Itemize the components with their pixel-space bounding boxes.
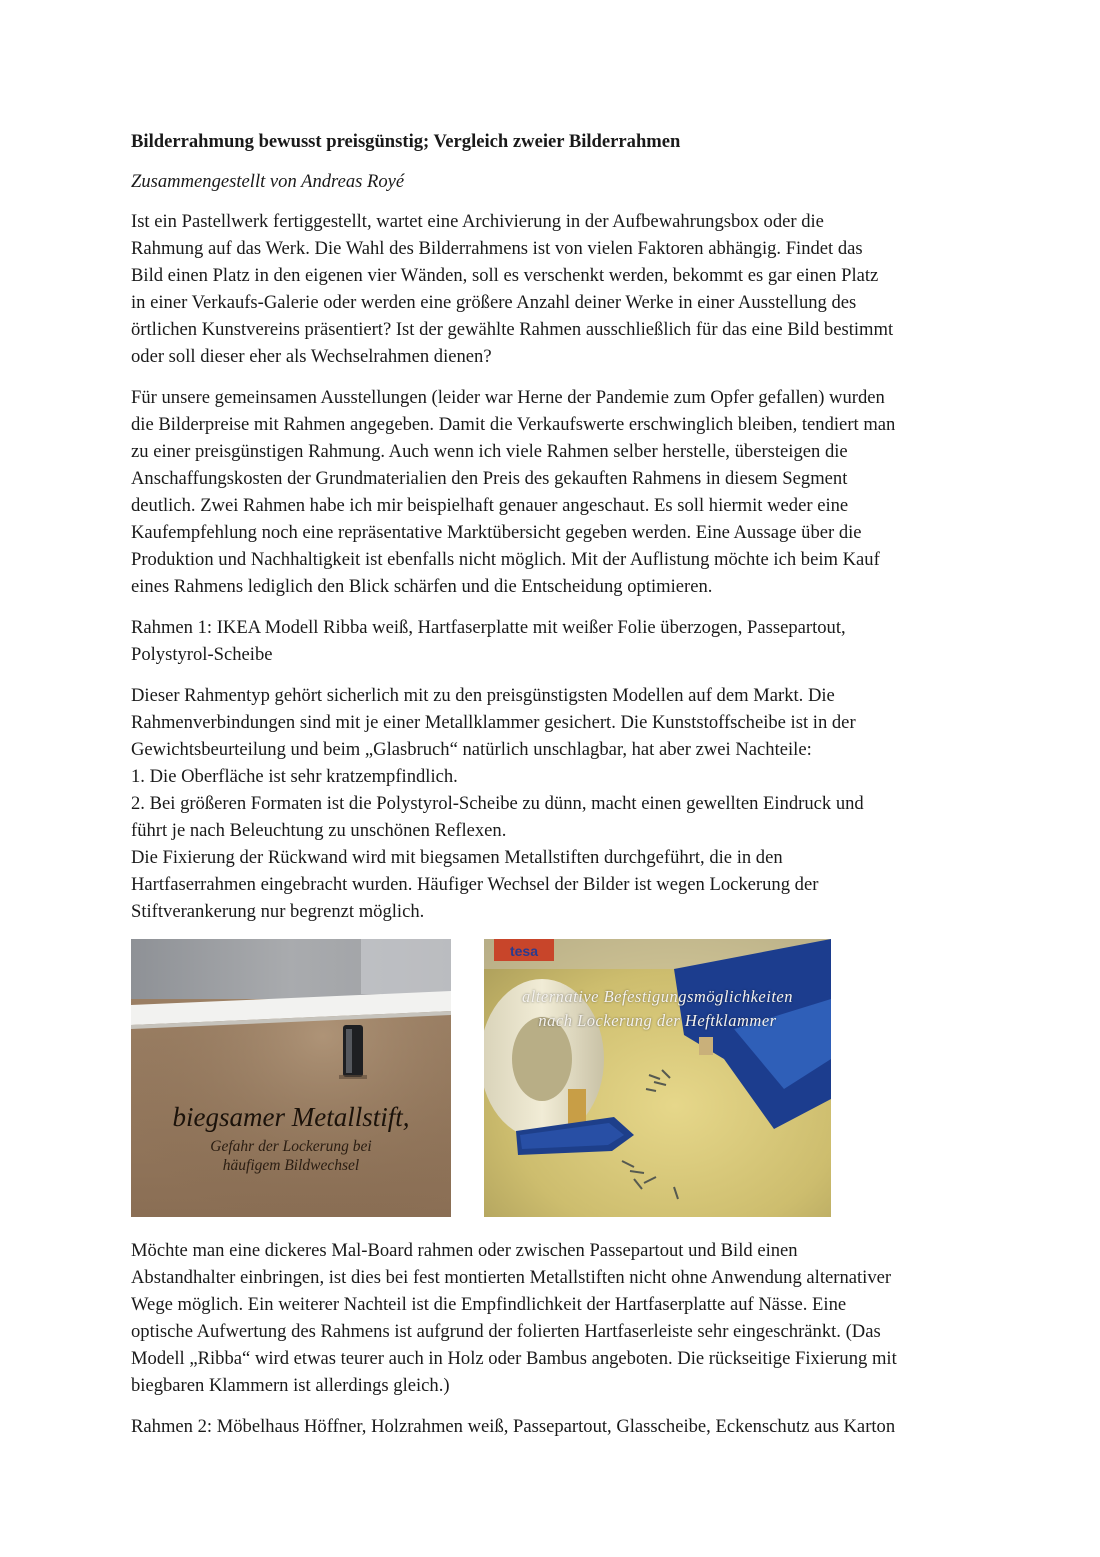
text-line: Ist ein Pastellwerk fertiggestellt, wartet eine Archivierung in der Aufbewahrungsbox oder die <box>131 211 824 232</box>
paragraph-frame-1-heading <box>131 614 976 668</box>
paragraph-exhibitions <box>131 384 976 600</box>
text-line: Kaufempfehlung noch eine repräsentative Marktübersicht gegeben werden. Eine Aussage über die <box>131 522 862 543</box>
text-line: zu einer preisgünstigen Rahmung. Auch wenn ich viele Rahmen selber herstelle, übersteigen die <box>131 441 848 462</box>
photo-row <box>131 939 976 1217</box>
list-item: 1. Die Oberfläche ist sehr kratzempfindlich. <box>131 766 458 787</box>
text-line: optische Aufwertung des Rahmens ist aufgrund der folierten Hartfaserleiste sehr eingeschränkt. (Das <box>131 1321 881 1342</box>
text-line: Möchte man eine dickeres Mal-Board rahmen oder zwischen Passepartout und Bild einen <box>131 1240 798 1261</box>
tape-label: tesa <box>509 943 539 959</box>
text-line: Dieser Rahmentyp gehört sicherlich mit zu den preisgünstigsten Modellen auf dem Markt. Die <box>131 685 835 706</box>
text-line: Polystyrol-Scheibe <box>131 644 273 665</box>
photo-caption-line: nach Lockerung der Heftklammer <box>538 1011 777 1030</box>
text-line: führt je nach Beleuchtung zu unschönen Reflexen. <box>131 820 507 841</box>
text-line: Produktion und Nachhaltigkeit ist ebenfalls nicht möglich. Mit der Auflistung möchte ich beim Kauf <box>131 549 880 570</box>
text-line: deutlich. Zwei Rahmen habe ich mir beispielhaft genauer angeschaut. Es soll hiermit weder eine <box>131 495 849 516</box>
text-line: Abstandhalter einbringen, ist dies bei fest montierten Metallstiften nicht ohne Anwendung alternativer <box>131 1267 892 1288</box>
paragraph-intro <box>131 208 976 370</box>
list-item: 2. Bei größeren Formaten ist die Polystyrol-Scheibe zu dünn, macht einen gewellten Eindruck und <box>131 793 864 814</box>
text-line: Modell „Ribba“ wird etwas teurer auch in Holz oder Bambus angeboten. Die rückseitige Fixierung mit <box>131 1348 897 1369</box>
document-body <box>131 128 976 1454</box>
text-line: Rahmen 1: IKEA Modell Ribba weiß, Hartfaserplatte mit weißer Folie überzogen, Passepartout, <box>131 617 846 638</box>
document-author: Zusammengestellt von Andreas Royé <box>131 171 405 192</box>
photo-caption-sub: Gefahr der Lockerung bei <box>210 1138 372 1155</box>
text-line: örtlichen Kunstvereins präsentiert? Ist der gewählte Rahmen ausschließlich für das eine Bild bestimmt <box>131 319 894 340</box>
text-line: Anschaffungskosten der Grundmaterialien den Preis des gekauften Rahmens in diesem Segment <box>131 468 848 489</box>
photo-tools-image <box>484 939 831 1217</box>
photo-caption-sub: häufigem Bildwechsel <box>222 1157 360 1174</box>
photo-tools <box>484 939 831 1217</box>
photo-metal-pin-image <box>131 939 451 1217</box>
text-line: Gewichtsbeurteilung und beim „Glasbruch“ natürlich unschlagbar, hat aber zwei Nachteile: <box>131 739 812 760</box>
paragraph-frame-2-heading <box>131 1413 976 1440</box>
paragraph-frame-1-drawbacks <box>131 1237 976 1399</box>
photo-metal-pin <box>131 939 451 1217</box>
text-line: Rahmung auf das Werk. Die Wahl des Bilderrahmens ist von vielen Faktoren abhängig. Findet das <box>131 238 863 259</box>
text-line: Für unsere gemeinsamen Ausstellungen (leider war Herne der Pandemie zum Opfer gefallen) wurden <box>131 387 885 408</box>
photo-caption-line: alternative Befestigungsmöglichkeiten <box>522 987 793 1006</box>
document-title: Bilderrahmung bewusst preisgünstig; Vergleich zweier Bilderrahmen <box>131 131 681 152</box>
text-line: oder soll dieser eher als Wechselrahmen dienen? <box>131 346 492 367</box>
paragraph-frame-1-description <box>131 682 976 925</box>
text-line: Die Fixierung der Rückwand wird mit biegsamen Metallstiften durchgeführt, die in den <box>131 847 783 868</box>
text-line: die Bilderpreise mit Rahmen angegeben. Damit die Verkaufswerte erschwinglich bleiben, tendiert man <box>131 414 896 435</box>
text-line: eines Rahmens lediglich den Blick schärfen und die Entscheidung optimieren. <box>131 576 713 597</box>
text-line: biegbaren Klammern ist allerdings gleich.) <box>131 1375 450 1396</box>
text-line: Rahmenverbindungen sind mit je einer Metallklammer gesichert. Die Kunststoffscheibe ist in der <box>131 712 856 733</box>
text-line: Bild einen Platz in den eigenen vier Wänden, soll es verschenkt werden, bekommt es gar einen Platz <box>131 265 879 286</box>
photo-caption-main: biegsamer Metallstift, <box>172 1102 410 1132</box>
text-line: Stiftverankerung nur begrenzt möglich. <box>131 901 425 922</box>
text-line: Wege möglich. Ein weiterer Nachteil ist die Empfindlichkeit der Hartfaserplatte auf Nässe. Eine <box>131 1294 847 1315</box>
text-line: Hartfaserrahmen eingebracht wurden. Häufiger Wechsel der Bilder ist wegen Lockerung der <box>131 874 819 895</box>
text-line: in einer Verkaufs-Galerie oder werden eine größere Anzahl deiner Werke in einer Ausstellung des <box>131 292 857 313</box>
text-line: Rahmen 2: Möbelhaus Höffner, Holzrahmen weiß, Passepartout, Glasscheibe, Eckenschutz aus Karton <box>131 1416 896 1437</box>
